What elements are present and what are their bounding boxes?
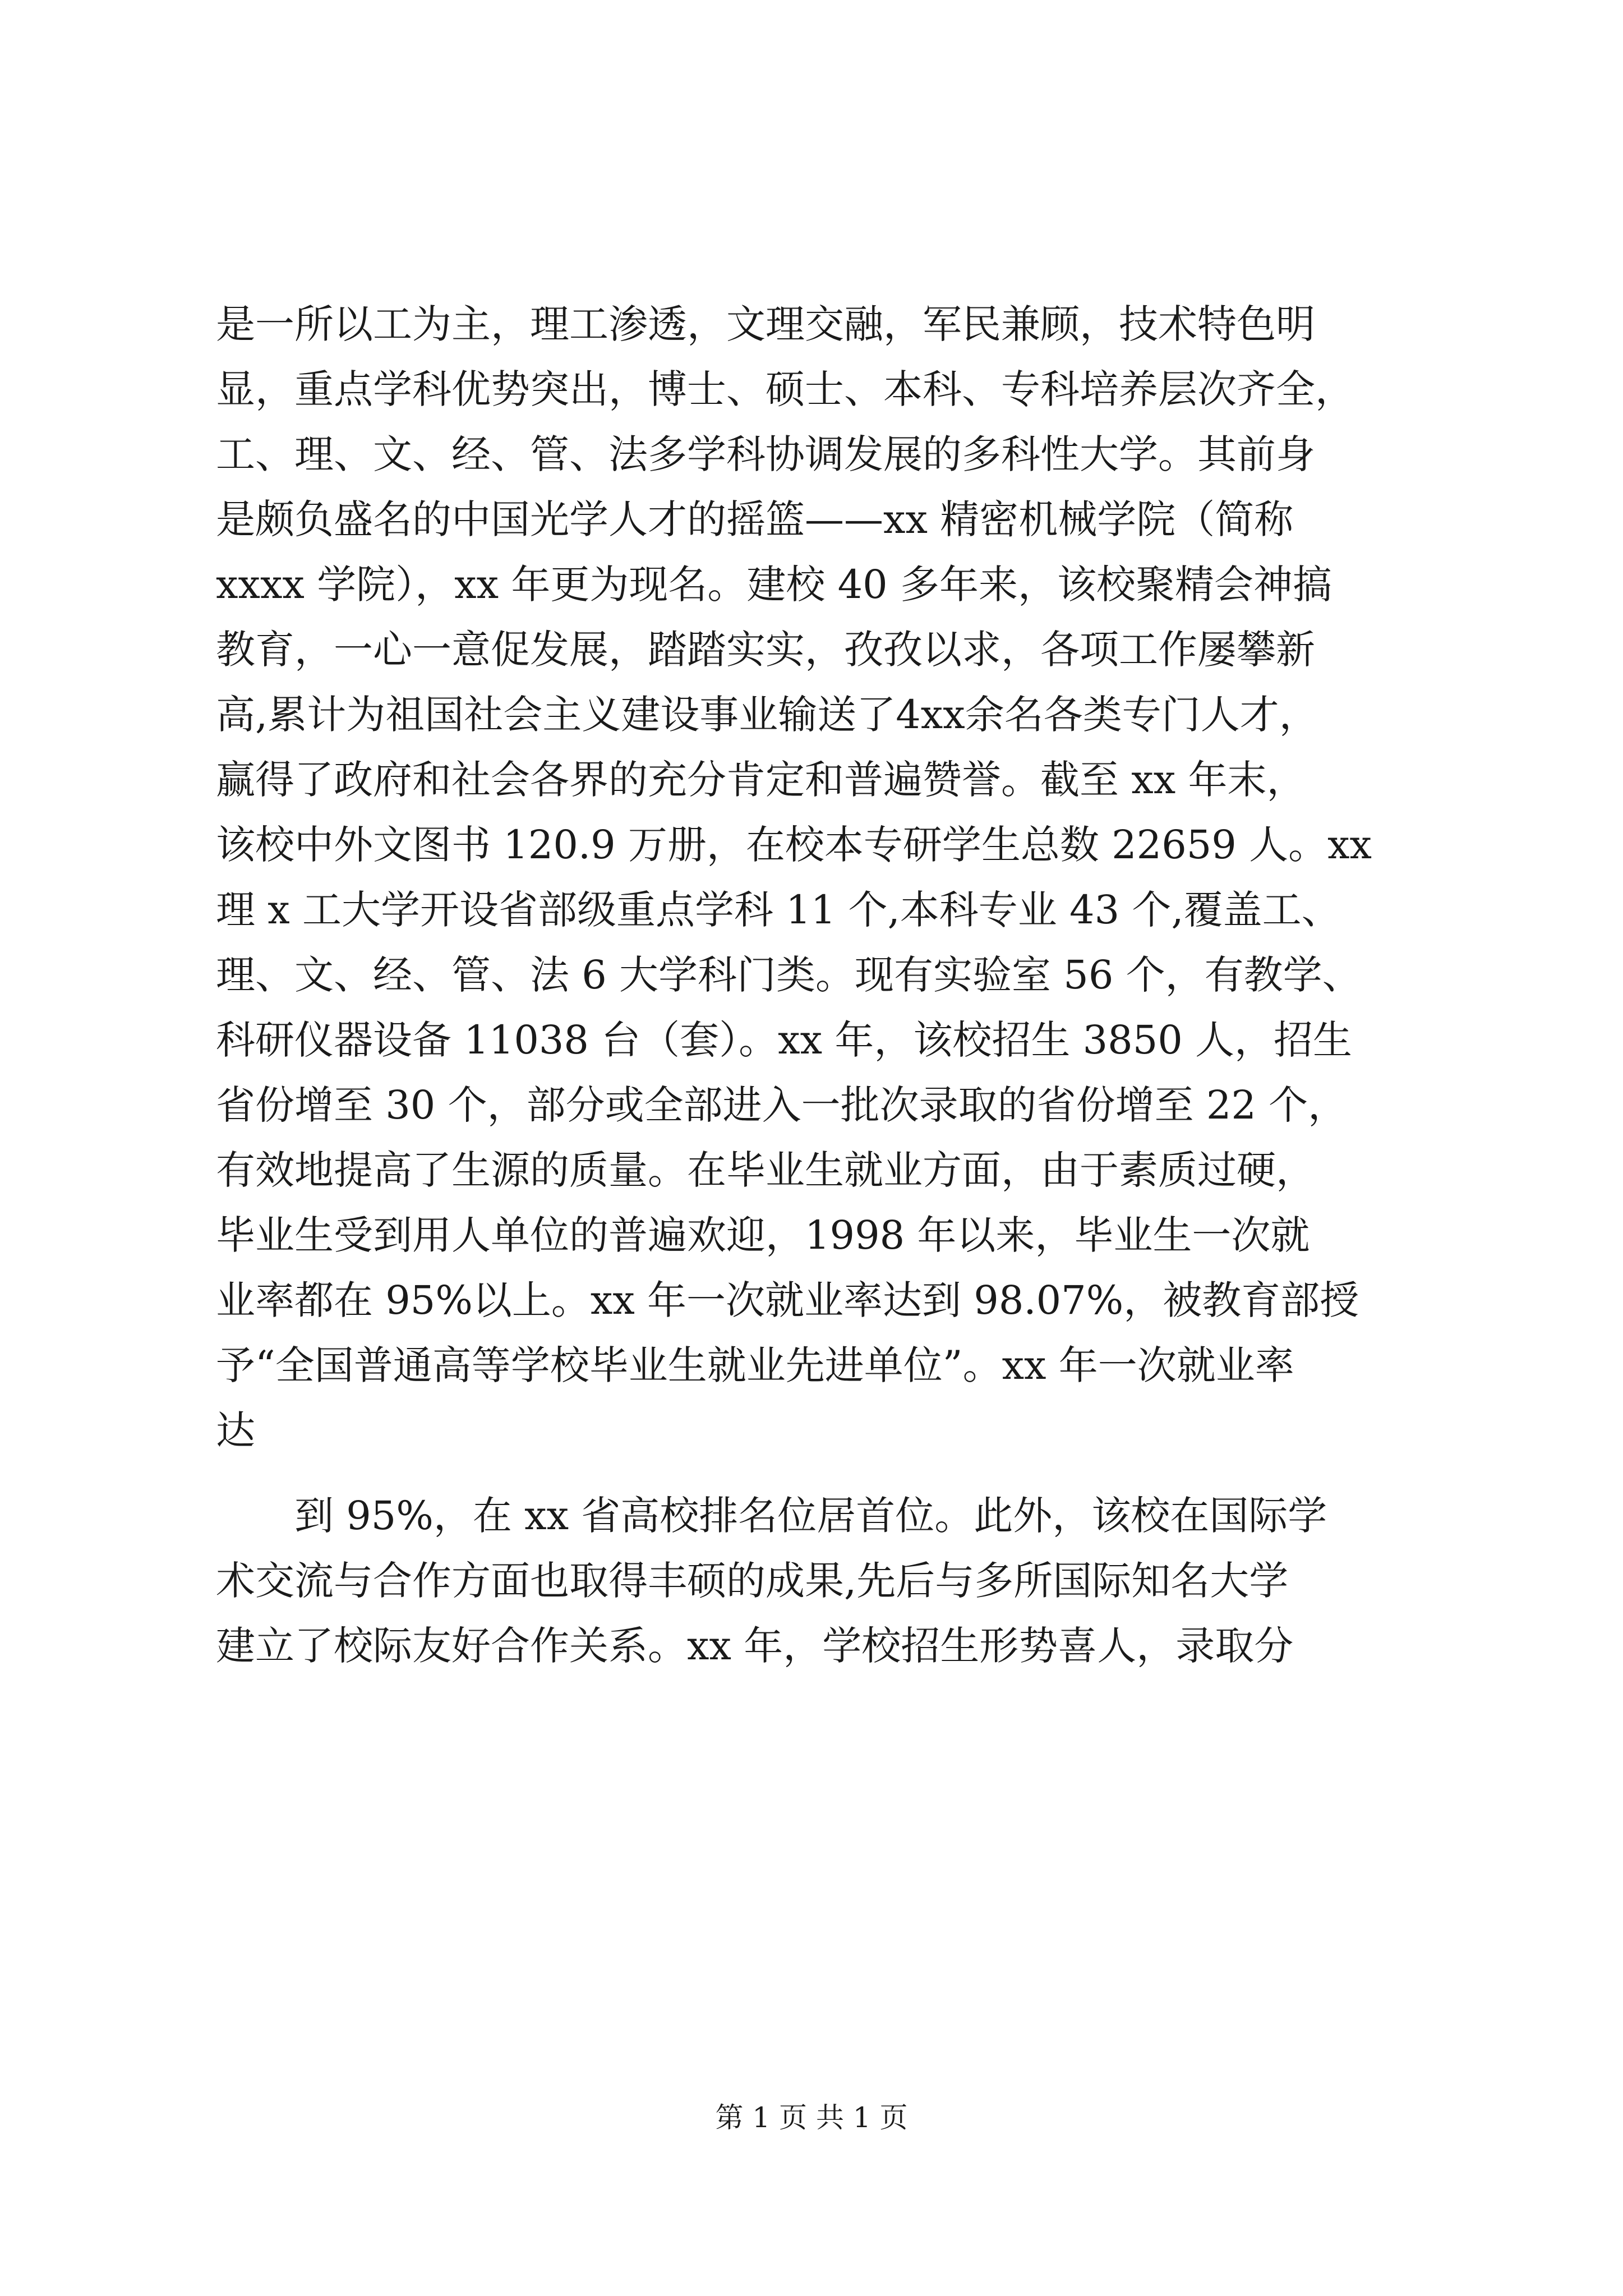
text-line: xxxx 学院），xx 年更为现名。建校 40 多年来，该校聚精会神搞: [216, 562, 1332, 608]
page-footer: 第 1 页 共 1 页: [715, 2101, 908, 2134]
text-line: 高,累计为祖国社会主义建设事业输送了4xx余名各类专门人才，: [216, 692, 1318, 738]
paragraph-1: [216, 292, 1410, 1463]
text-line: 是颇负盛名的中国光学人才的摇篮——xx 精密机械学院（简称: [216, 496, 1294, 542]
document-body: [216, 292, 1410, 1678]
text-line: 有效地提高了生源的质量。在毕业生就业方面，由于素质过硬，: [216, 1147, 1315, 1193]
text-line: 省份增至 30 个，部分或全部进入一批次录取的省份增至 22 个，: [216, 1082, 1348, 1128]
text-line: 理 x 工大学开设省部级重点学科 11 个,本科专业 43 个,覆盖工、: [216, 887, 1341, 933]
text-line: 显，重点学科优势突出，博士、硕士、本科、专科培养层次齐全，: [216, 366, 1354, 412]
text-line: 赢得了政府和社会各界的充分肯定和普遍赞誉。截至 xx 年末，: [216, 757, 1306, 803]
text-line: 毕业生受到用人单位的普遍欢迎，1998 年以来，毕业生一次就: [216, 1212, 1310, 1258]
text-line: 到 95%，在 xx 省高校排名位居首位。此外，该校在国际学: [294, 1493, 1327, 1539]
text-line: 术交流与合作方面也取得丰硕的成果,先后与多所国际知名大学: [216, 1558, 1289, 1604]
text-line: 科研仪器设备 11038 台（套）。xx 年，该校招生 3850 人，招生: [216, 1017, 1353, 1063]
text-line: 达: [216, 1407, 255, 1453]
text-line: 工、理、文、经、管、法多学科协调发展的多科性大学。其前身: [216, 431, 1315, 477]
text-line: 予“全国普通高等学校毕业生就业先进单位”。xx 年一次就业率: [216, 1342, 1294, 1388]
paragraph-2: [216, 1483, 1410, 1678]
text-line: 教育，一心一意促发展，踏踏实实，孜孜以求，各项工作屡攀新: [216, 627, 1315, 673]
text-line: 理、文、经、管、法 6 大学科门类。现有实验室 56 个，有教学、: [216, 952, 1362, 998]
text-line: 是一所以工为主，理工渗透，文理交融，军民兼顾，技术特色明: [216, 301, 1315, 347]
text-line: 该校中外文图书 120.9 万册，在校本专研学生总数 22659 人。xx: [216, 822, 1372, 868]
text-line: 建立了校际友好合作关系。xx 年，学校招生形势喜人，录取分: [216, 1623, 1294, 1669]
text-line: 业率都在 95%以上。xx 年一次就业率达到 98.07%，被教育部授: [216, 1277, 1359, 1323]
